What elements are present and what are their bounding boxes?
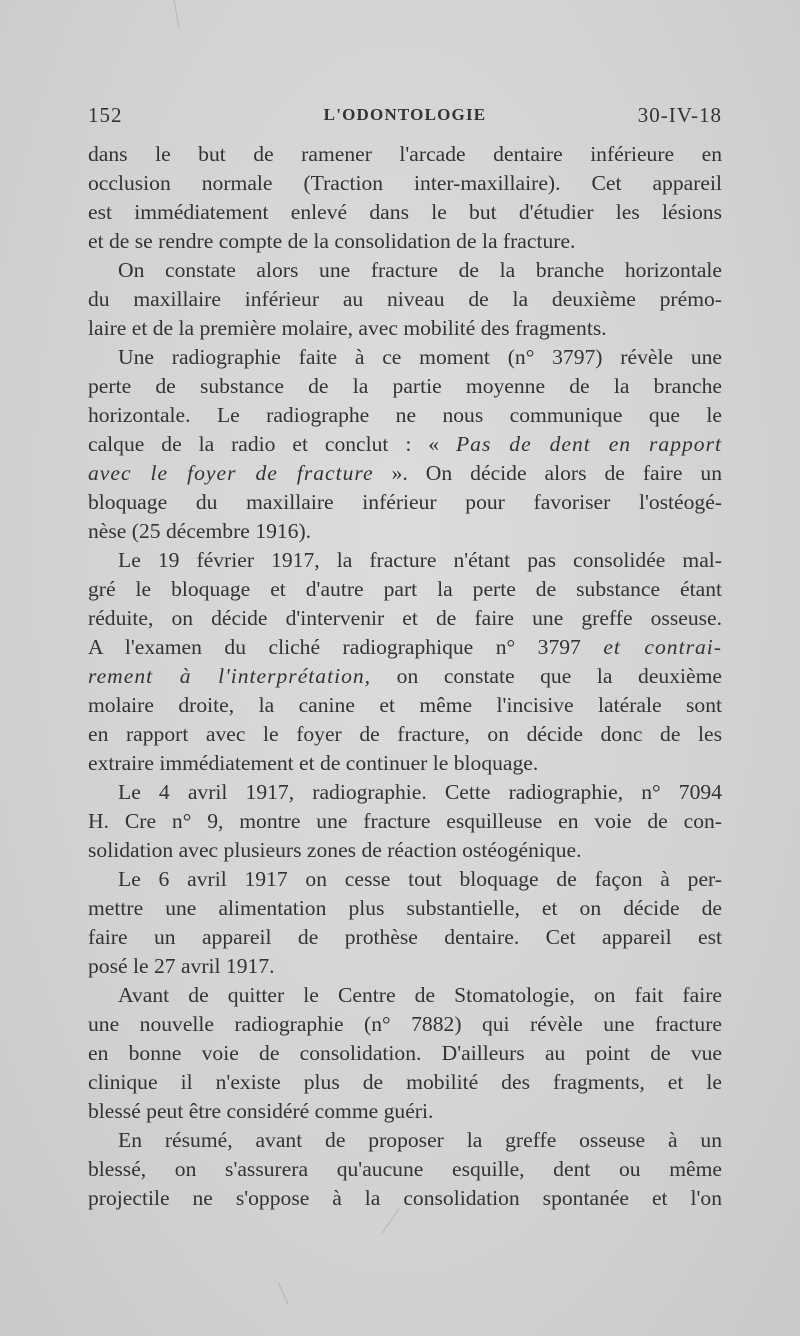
text-line: [88, 459, 722, 488]
text-segment: faire un appareil de prothèse dentaire. Cet appareil est: [88, 925, 722, 949]
italic-text: et contrai-: [603, 635, 722, 659]
journal-title: L'ODONTOLOGIE: [323, 105, 487, 124]
text-segment: H. Cre n° 9, montre une fracture esquilleuse en voie de con-: [88, 809, 722, 833]
text-segment: bloquage du maxillaire inférieur pour favoriser l'ostéogé-: [88, 490, 722, 514]
italic-text: avec le foyer de fracture: [88, 461, 374, 485]
text-line: [88, 517, 722, 546]
text-segment: clinique il n'existe plus de mobilité des fragments, et le: [88, 1070, 722, 1094]
text-line: [88, 633, 722, 662]
text-segment: ». On décide alors de faire un: [373, 461, 722, 485]
text-line: [88, 923, 722, 952]
text-segment: blessé, on s'assurera qu'aucune esquille, dent ou même: [88, 1157, 722, 1181]
text-segment: En résumé, avant de proposer la greffe osseuse à un: [118, 1128, 722, 1152]
text-segment: Le 19 février 1917, la fracture n'étant pas consolidée mal-: [118, 548, 722, 572]
text-segment: A l'examen du cliché radiographique n° 3797: [88, 635, 604, 659]
paper-scratch: [174, 0, 180, 28]
text-line: [88, 807, 722, 836]
text-line: [88, 894, 722, 923]
text-segment: solidation avec plusieurs zones de réaction ostéogénique.: [88, 838, 582, 862]
text-segment: posé le 27 avril 1917.: [88, 954, 275, 978]
text-line: [88, 488, 722, 517]
text-line: [88, 372, 722, 401]
text-segment: occlusion normale (Traction inter-maxillaire). Cet appareil: [88, 171, 722, 195]
text-line: [88, 401, 722, 430]
text-line: [88, 546, 722, 575]
text-line: [88, 749, 722, 778]
italic-text: rement à l'interprétation,: [88, 664, 372, 688]
text-segment: et de se rendre compte de la consolidation de la fracture.: [88, 229, 576, 253]
text-segment: dans le but de ramener l'arcade dentaire inférieure en: [88, 142, 722, 166]
running-header: [88, 103, 722, 131]
article-body: [88, 140, 722, 1213]
text-line: [88, 865, 722, 894]
text-line: [88, 314, 722, 343]
text-line: [88, 778, 722, 807]
text-segment: une nouvelle radiographie (n° 7882) qui révèle une fracture: [88, 1012, 722, 1036]
text-line: [88, 1126, 722, 1155]
text-segment: du maxillaire inférieur au niveau de la deuxième prémo-: [88, 287, 722, 311]
text-segment: Une radiographie faite à ce moment (n° 3797) révèle une: [118, 345, 722, 369]
text-line: [88, 198, 722, 227]
text-segment: horizontale. Le radiographe ne nous communique que le: [88, 403, 722, 427]
text-line: [88, 952, 722, 981]
text-segment: perte de substance de la partie moyenne de la branche: [88, 374, 722, 398]
text-line: [88, 604, 722, 633]
text-segment: projectile ne s'oppose à la consolidation spontanée et l'on: [88, 1186, 722, 1210]
text-line: [88, 1039, 722, 1068]
text-segment: calque de la radio et conclut : «: [88, 432, 456, 456]
text-line: [88, 140, 722, 169]
text-line: [88, 1155, 722, 1184]
text-segment: Le 6 avril 1917 on cesse tout bloquage de façon à per-: [118, 867, 722, 891]
text-segment: on constate que la deuxième: [371, 664, 722, 688]
text-segment: Le 4 avril 1917, radiographie. Cette radiographie, n° 7094: [118, 780, 722, 804]
text-line: [88, 836, 722, 865]
text-line: [88, 1097, 722, 1126]
text-segment: est immédiatement enlevé dans le but d'étudier les lésions: [88, 200, 722, 224]
text-line: [88, 256, 722, 285]
issue-date: 30-IV-18: [637, 103, 722, 127]
text-line: [88, 1184, 722, 1213]
text-segment: On constate alors une fracture de la branche horizontale: [118, 258, 722, 282]
text-line: [88, 691, 722, 720]
text-segment: laire et de la première molaire, avec mobilité des fragments.: [88, 316, 607, 340]
text-segment: en rapport avec le foyer de fracture, on décide donc de les: [88, 722, 722, 746]
text-segment: extraire immédiatement et de continuer le bloquage.: [88, 751, 539, 775]
text-segment: en bonne voie de consolidation. D'ailleurs au point de vue: [88, 1041, 722, 1065]
text-line: [88, 169, 722, 198]
text-line: [88, 285, 722, 314]
page-number: 152: [88, 103, 123, 127]
text-line: [88, 430, 722, 459]
text-segment: gré le bloquage et d'autre part la perte de substance étant: [88, 577, 722, 601]
text-segment: mettre une alimentation plus substantielle, et on décide de: [88, 896, 722, 920]
text-line: [88, 575, 722, 604]
text-line: [88, 662, 722, 691]
text-segment: Avant de quitter le Centre de Stomatologie, on fait faire: [118, 983, 722, 1007]
paper-scratch: [278, 1283, 289, 1305]
text-line: [88, 981, 722, 1010]
text-segment: molaire droite, la canine et même l'incisive latérale sont: [88, 693, 722, 717]
text-line: [88, 1068, 722, 1097]
text-segment: réduite, on décide d'intervenir et de faire une greffe osseuse.: [88, 606, 722, 630]
text-segment: blessé peut être considéré comme guéri.: [88, 1099, 434, 1123]
text-line: [88, 227, 722, 256]
text-segment: nèse (25 décembre 1916).: [88, 519, 312, 543]
italic-text: Pas de dent en rapport: [455, 432, 722, 456]
text-line: [88, 1010, 722, 1039]
text-line: [88, 343, 722, 372]
text-line: [88, 720, 722, 749]
